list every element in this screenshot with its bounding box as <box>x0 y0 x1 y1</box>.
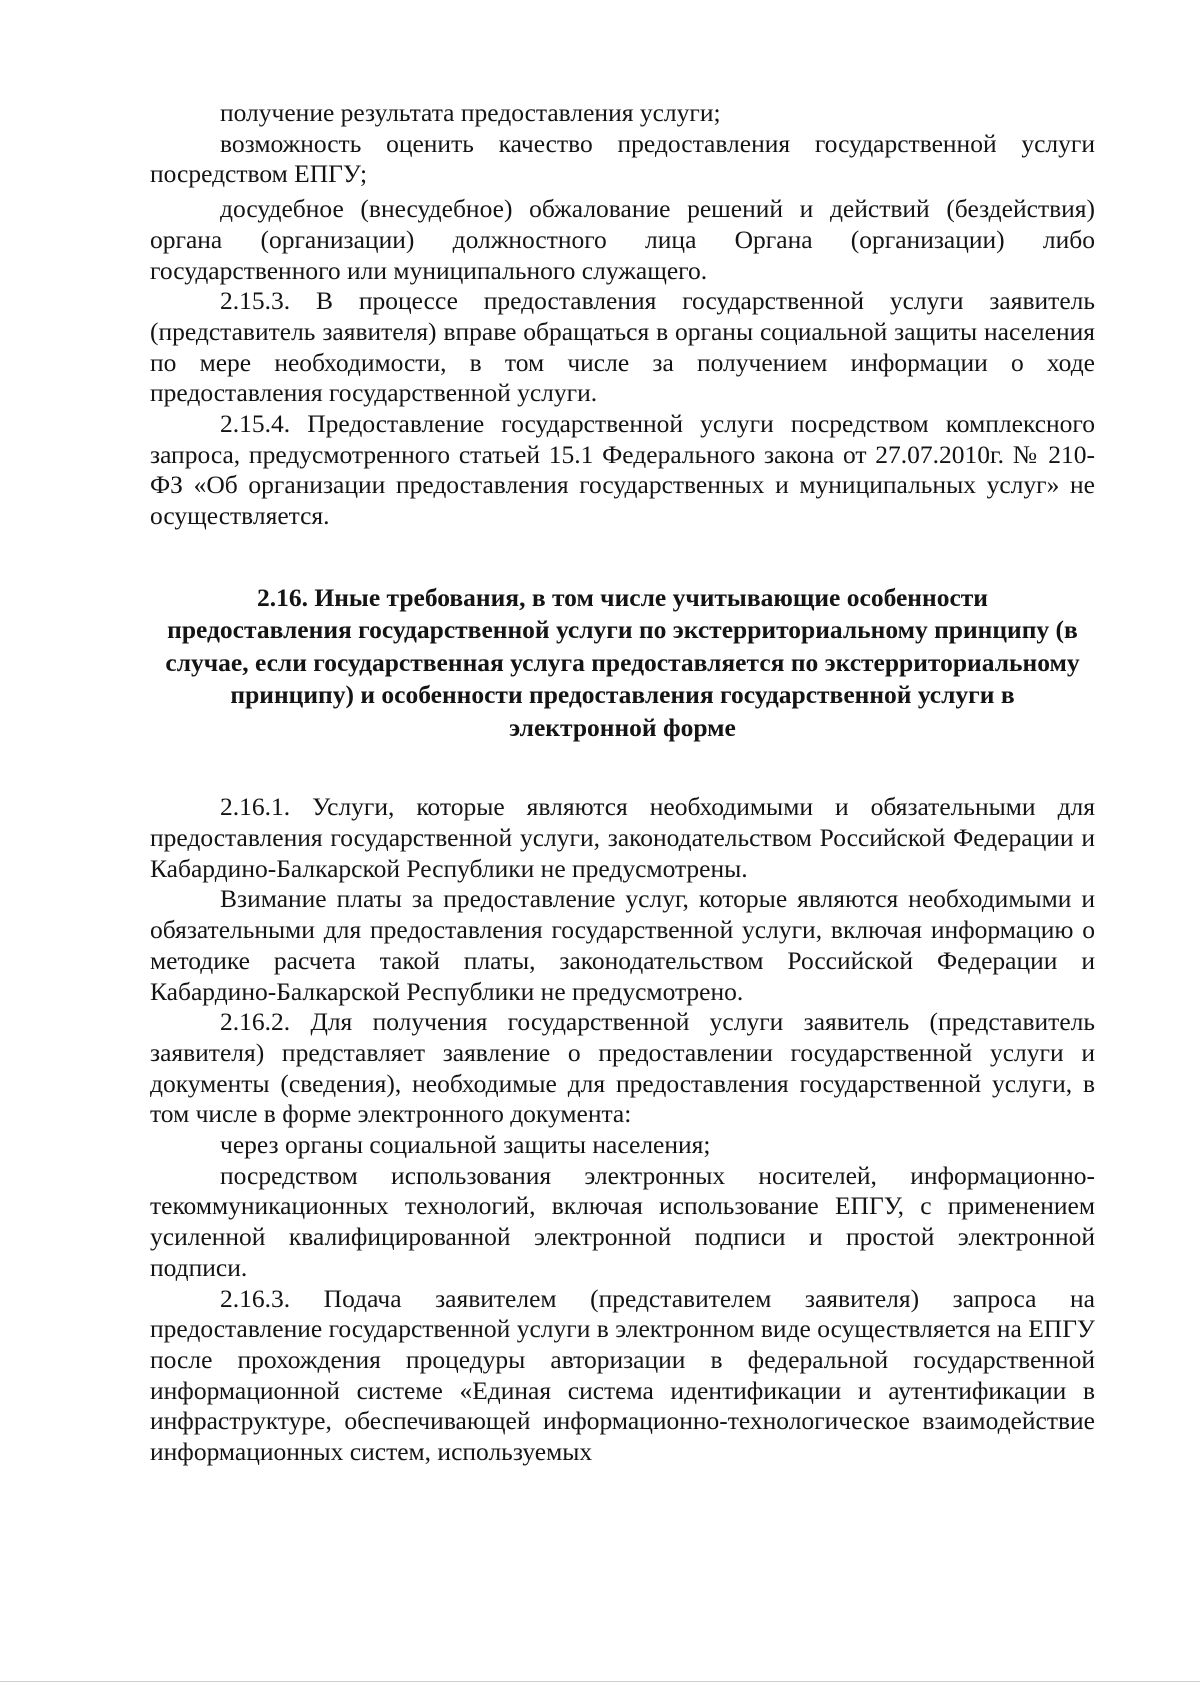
paragraph-2-16-2: 2.16.2. Для получения государственной услуги заявитель (представитель заявителя) представляет заявление о предоставлении государственной услуги и документы (сведения), необходимые для предоставления государственной услуги, в том числе в форме электронного документа: <box>150 1007 1095 1129</box>
page-body <box>150 98 1095 1468</box>
paragraph-fee-collection: Взимание платы за предоставление услуг, которые являются необходимыми и обязательными для предоставления государственной услуги, включая информацию о методике расчета такой платы, законодательством Российской Федерации и Кабардино-Балкарской Республики не предусмотрено. <box>150 884 1095 1006</box>
paragraph-via-social-protection: через органы социальной защиты населения; <box>220 1130 711 1160</box>
paragraph-2-15-4: 2.15.4. Предоставление государственной услуги посредством комплексного запроса, предусмотренного статьей 15.1 Федерального закона от 27.07.2010г. № 210-ФЗ «Об организации предоставления государственных и муниципальных услуг» не осуществляется. <box>150 409 1095 531</box>
paragraph-result-receipt: получение результата предоставления услуги; <box>220 98 721 127</box>
paragraph-quality-evaluation: возможность оценить качество предоставления государственной услуги посредством ЕПГУ; <box>150 128 1095 189</box>
paragraph-via-electronic-media: посредством использования электронных носителей, информационно-текоммуникационных технологий, включая использование ЕПГУ, с применением усиленной квалифицированной электронной подписи и простой электронной подписи. <box>150 1160 1095 1282</box>
section-heading-2-16: 2.16. Иные требования, в том числе учитывающие особенности предоставления государственной услуги по экстерриториальному принципу (в случае, если государственная услуга предоставляется по экстерриториальному принципу) и особенности предоставления государственной услуги в электронной форме <box>165 582 1080 742</box>
paragraph-2-16-1: 2.16.1. Услуги, которые являются необходимыми и обязательными для предоставления государственной услуги, законодательством Российской Федерации и Кабардино-Балкарской Республики не предусмотрены. <box>150 792 1095 883</box>
paragraph-2-16-3: 2.16.3. Подача заявителем (представителем заявителя) запроса на предоставление государственной услуги в электронном виде осуществляется на ЕПГУ после прохождения процедуры авторизации в федеральной государственной информационной системе «Единая система идентификации и аутентификации в инфраструктуре, обеспечивающей информационно-технологическое взаимодействие информационных систем, используемых <box>150 1283 1095 1467</box>
scan-bottom-edge <box>0 1681 1200 1682</box>
paragraph-2-15-3: 2.15.3. В процессе предоставления государственной услуги заявитель (представитель заявителя) вправе обращаться в органы социальной защиты населения по мере необходимости, в том числе за получением информации о ходе предоставления государственной услуги. <box>150 286 1095 408</box>
paragraph-pretrial-appeal: досудебное (внесудебное) обжалование решений и действий (бездействия) органа (организации) должностного лица Органа (организации) либо государственного или муниципального служащего. <box>150 194 1095 285</box>
